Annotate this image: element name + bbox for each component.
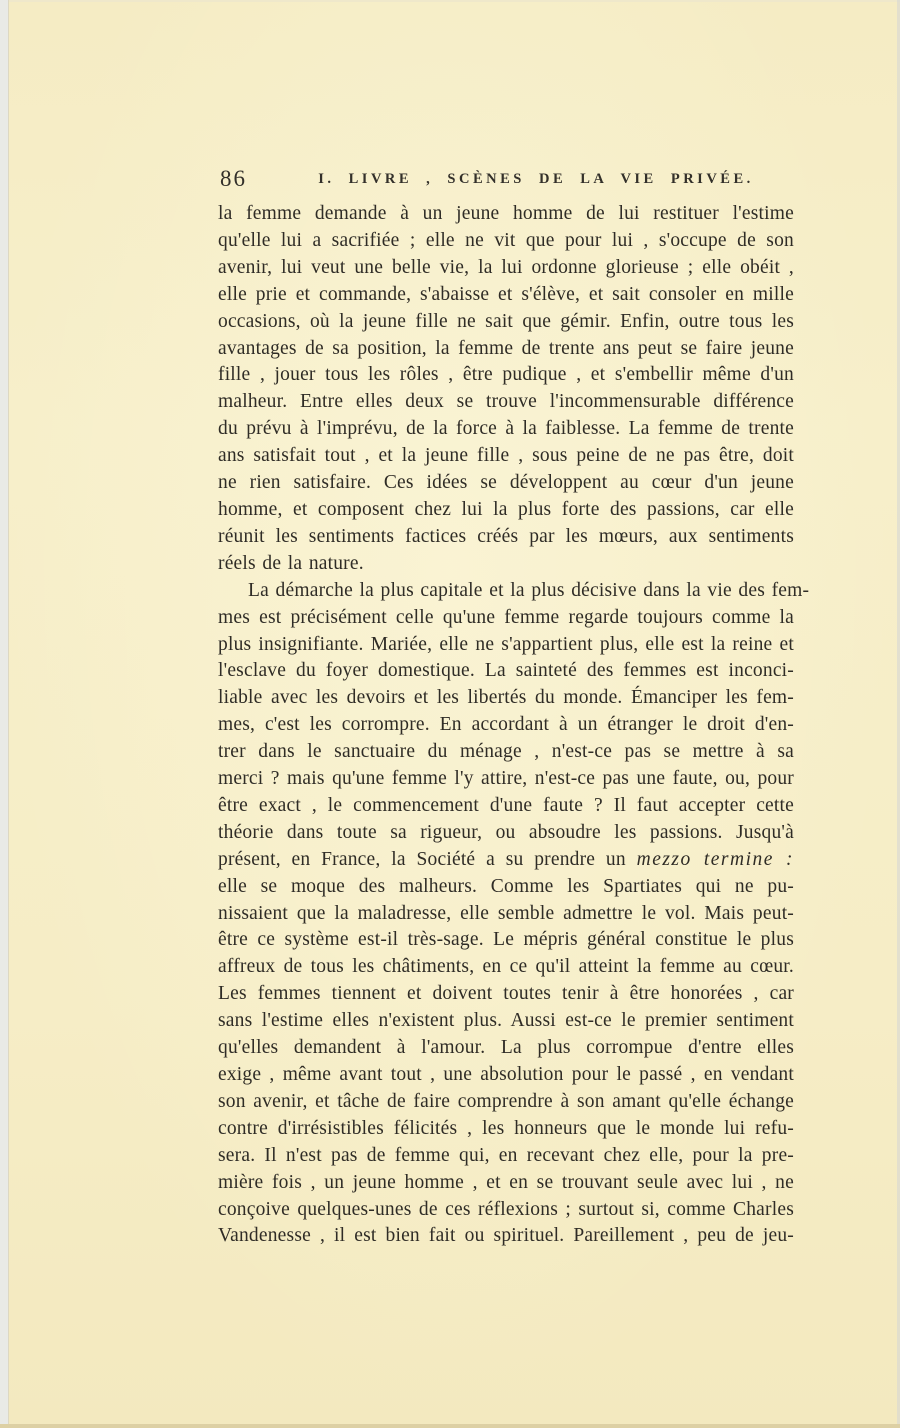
text-line — [218, 847, 794, 874]
text-line: merci ? mais qu'une femme l'y attire, n'est-ce pas une faute, ou, pour — [218, 768, 794, 790]
text-line: occasions, où la jeune fille ne sait que gémir. Enfin, outre tous les — [218, 310, 794, 332]
text-line: trer dans le sanctuaire du ménage , n'est-ce pas se mettre à sa — [218, 741, 794, 763]
running-title: I. LIVRE , SCÈNES DE LA VIE PRIVÉE. — [318, 171, 754, 187]
text-line: mes est précisément celle qu'une femme regarde toujours comme la — [218, 606, 794, 628]
text-line: mes, c'est les corrompre. En accordant à un étranger le droit d'en- — [218, 714, 794, 736]
text-line: réels de la nature. — [218, 552, 364, 574]
text-line: nissaient que la maladresse, elle semble admettre le vol. Mais peut- — [218, 902, 794, 924]
text-line: ans satisfait tout , et la jeune fille , sous peine de ne pas être, doit — [218, 445, 794, 467]
text-line: Vandenesse , il est bien fait ou spirituel. Pareillement , peu de jeu- — [218, 1225, 794, 1247]
text-line: exige , même avant tout , une absolution pour le passé , en vendant — [218, 1064, 794, 1085]
italic-phrase: mezzo termine : — [636, 848, 794, 870]
text-line: l'esclave du foyer domestique. La sainteté des femmes est inconci- — [218, 660, 794, 682]
text-line: contre d'irrésistibles félicités , les honneurs que le monde lui refu- — [218, 1117, 794, 1139]
text-line: être ce système est-il très-sage. Le mépris général constitue le plus — [218, 929, 794, 951]
text-run: présent, en France, la Société a su prendre un — [218, 848, 637, 870]
text-line: être exact , le commencement d'une faute ? Il faut accepter cette — [218, 794, 794, 816]
text-line: avenir, lui veut une belle vie, la lui ordonne glorieuse ; elle obéit , — [218, 256, 794, 278]
scan-edge-top — [0, 0, 900, 2]
text-line: réunit les sentiments factices créés par les mœurs, aux sentiments — [218, 525, 794, 547]
text-line: avantages de sa position, la femme de trente ans peut se faire jeune — [218, 337, 794, 359]
text-line: fille , jouer tous les rôles , être pudique , et s'embellir même d'un — [218, 364, 794, 386]
text-line: liable avec les devoirs et les libertés du monde. Émanciper les fem- — [218, 687, 794, 709]
text-block — [218, 201, 810, 1250]
scan-edge-left — [0, 0, 9, 1428]
text-line: sans l'estime elles n'existent plus. Aussi est-ce le premier sentiment — [218, 1010, 794, 1032]
text-line: homme, et composent chez lui la plus forte des passions, car elle — [218, 498, 794, 520]
paragraph — [218, 201, 794, 578]
page-number: 86 — [220, 166, 247, 191]
text-line: plus insignifiante. Mariée, elle ne s'appartient plus, elle est la reine et — [218, 633, 794, 655]
text-line: du prévu à l'imprévu, de la force à la faiblesse. La femme de trente — [218, 418, 794, 440]
text-line: théorie dans toute sa rigueur, ou absoudre les passions. Jusqu'à — [218, 821, 794, 843]
paragraph — [218, 578, 810, 1251]
text-line: son avenir, et tâche de faire comprendre à son amant qu'elle échange — [218, 1090, 794, 1112]
text-line: ne rien satisfaire. Ces idées se développent au cœur d'un jeune — [218, 472, 794, 494]
text-line: mière fois , un jeune homme , et en se trouvant seule avec lui , ne — [218, 1171, 794, 1193]
scan-edge-bottom — [0, 1424, 900, 1428]
text-line: conçoive quelques-unes de ces réflexions ; surtout si, comme Charles — [218, 1198, 794, 1220]
text-line: qu'elle lui a sacrifiée ; elle ne vit que pour lui , s'occupe de son — [218, 229, 794, 251]
text-line: qu'elles demandent à l'amour. La plus corrompue d'entre elles — [218, 1037, 794, 1059]
page-header — [218, 166, 794, 192]
text-line: malheur. Entre elles deux se trouve l'incommensurable différence — [218, 391, 794, 413]
text-line: elle se moque des malheurs. Comme les Spartiates qui ne pu- — [218, 875, 794, 897]
text-line: sera. Il n'est pas de femme qui, en recevant chez elle, pour la pre- — [218, 1144, 794, 1166]
text-line: affreux de tous les châtiments, en ce qu'il atteint la femme au cœur. — [218, 956, 794, 978]
text-line: elle prie et commande, s'abaisse et s'élève, et sait consoler en mille — [218, 283, 794, 305]
text-line: La démarche la plus capitale et la plus décisive dans la vie des fem- — [248, 579, 810, 601]
text-line: la femme demande à un jeune homme de lui restituer l'estime — [218, 203, 794, 224]
text-line: Les femmes tiennent et doivent toutes tenir à être honorées , car — [218, 983, 794, 1005]
